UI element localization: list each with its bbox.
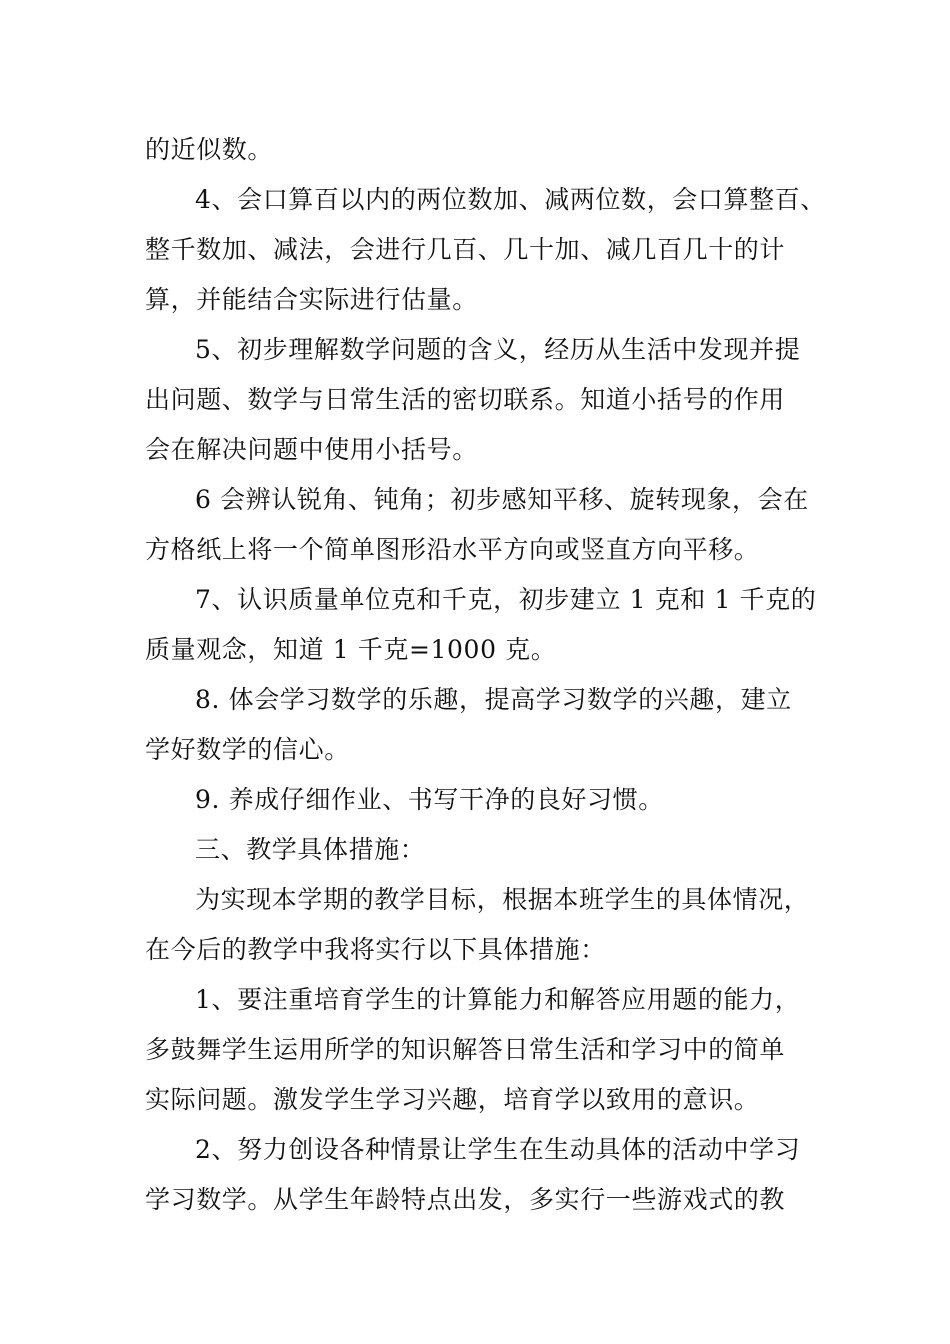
text-line: 整千数加、减法，会进行几百、几十加、减几百几十的计 <box>145 235 786 264</box>
text-line: 算，并能结合实际进行估量。 <box>145 285 478 314</box>
text-line: 出问题、数学与日常生活的密切联系。知道小括号的作用 <box>145 385 786 414</box>
text-line: 质量观念，知道 1 千克=1000 克。 <box>145 635 557 664</box>
text-line: 实际问题。激发学生学习兴趣，培育学以致用的意识。 <box>145 1085 760 1114</box>
text-line: 6 会辨认锐角、钝角；初步感知平移、旋转现象，会在 <box>195 485 809 514</box>
text-line: 8. 体会学习数学的乐趣，提高学习数学的兴趣，建立 <box>195 685 792 714</box>
text-line: 1、要注重培育学生的计算能力和解答应用题的能力， <box>195 985 801 1014</box>
section-heading: 三、教学具体措施： <box>195 835 426 864</box>
text-line: 学习数学。从学生年龄特点出发，多实行一些游戏式的教 <box>145 1185 786 1214</box>
text-line: 7、认识质量单位克和千克，初步建立 1 克和 1 千克的 <box>195 585 817 614</box>
text-line: 学好数学的信心。 <box>145 735 350 764</box>
text-line: 在今后的教学中我将实行以下具体措施： <box>145 935 606 964</box>
text-line: 多鼓舞学生运用所学的知识解答日常生活和学习中的简单 <box>145 1035 786 1064</box>
text-line: 为实现本学期的教学目标，根据本班学生的具体情况， <box>195 885 810 914</box>
text-line: 方格纸上将一个简单图形沿水平方向或竖直方向平移。 <box>145 535 760 564</box>
text-line: 4、会口算百以内的两位数加、减两位数，会口算整百、 <box>195 185 826 214</box>
text-line: 9. 养成仔细作业、书写干净的良好习惯。 <box>195 785 664 814</box>
text-line: 会在解决问题中使用小括号。 <box>145 435 478 464</box>
text-line: 的近似数。 <box>145 135 274 164</box>
text-line: 5、初步理解数学问题的含义，经历从生活中发现并提 <box>195 335 801 364</box>
text-line: 2、努力创设各种情景让学生在生动具体的活动中学习 <box>195 1135 801 1164</box>
